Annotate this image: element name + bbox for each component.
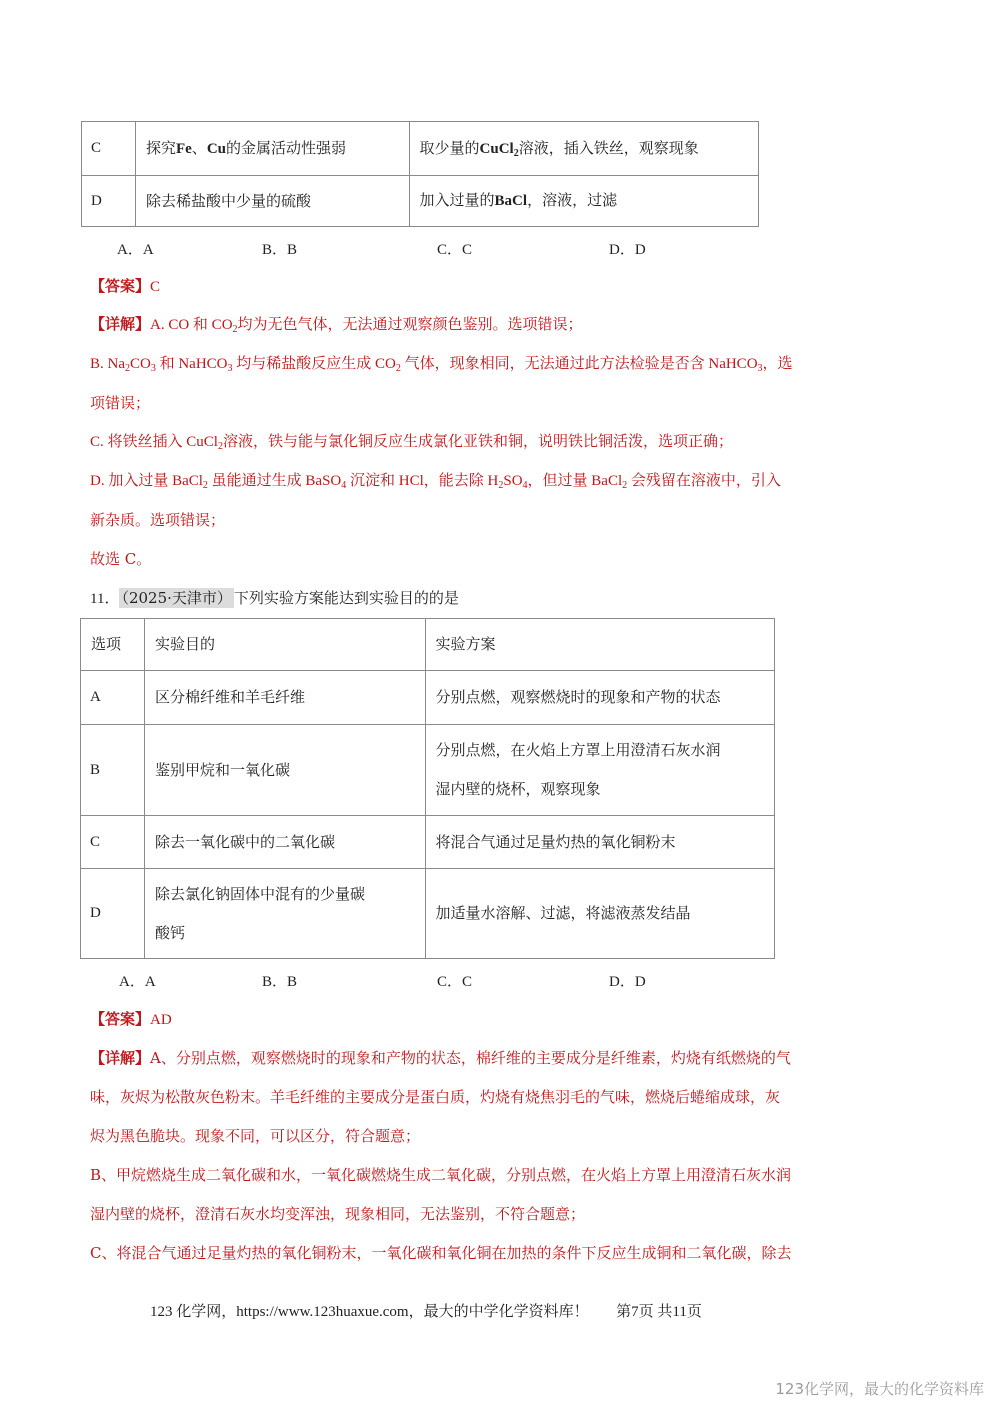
plan-cell bbox=[425, 725, 775, 816]
detail-text: 虽能通过生成 BaSO bbox=[207, 473, 342, 489]
detail-text: C. 将铁丝插入 CuCl bbox=[90, 434, 218, 450]
q10-table bbox=[81, 121, 759, 227]
detail-text: 会残留在溶液中，引入 bbox=[627, 473, 781, 489]
chem-formula: CuCl bbox=[479, 140, 514, 157]
subscript: 3 bbox=[227, 363, 233, 374]
q10-detail-c bbox=[90, 432, 733, 452]
subscript: 2 bbox=[622, 480, 628, 491]
option-cell: A bbox=[81, 671, 145, 725]
choice-a[interactable]: A．A bbox=[119, 974, 156, 990]
purpose-line: 酸钙 bbox=[154, 923, 185, 942]
chem-formula: Cu bbox=[206, 140, 226, 157]
subscript: 2 bbox=[513, 147, 519, 159]
q10-detail-b bbox=[90, 354, 793, 374]
header-plan: 实验方案 bbox=[425, 619, 775, 671]
subscript: 3 bbox=[150, 363, 156, 374]
q11-detail-line: 烬为黑色脆块。现象不同，可以区分，符合题意； bbox=[90, 1127, 421, 1145]
choice-c[interactable]: C．C bbox=[437, 974, 473, 990]
table-row bbox=[82, 176, 759, 227]
q11-table bbox=[80, 618, 775, 959]
choice-b[interactable]: B．B bbox=[262, 242, 298, 258]
plan-text: 取少量的 bbox=[419, 138, 480, 157]
page-number: 第7页 共11页 bbox=[616, 1304, 702, 1320]
purpose-line: 除去氯化钠固体中混有的少量碳 bbox=[154, 884, 365, 903]
subscript: 2 bbox=[217, 441, 223, 452]
table-row bbox=[81, 725, 775, 816]
plan-cell bbox=[409, 122, 758, 176]
detail-label: 【详解】 bbox=[90, 317, 151, 333]
chem-formula: BaCl bbox=[494, 193, 528, 209]
purpose-cell: 鉴别甲烷和一氧化碳 bbox=[144, 725, 425, 816]
subscript: 2 bbox=[498, 480, 504, 491]
table-row bbox=[82, 122, 759, 176]
choice-d[interactable]: D．D bbox=[609, 974, 646, 990]
table-row bbox=[81, 869, 775, 959]
option-cell: B bbox=[81, 725, 145, 816]
detail-text: 均与稀盐酸反应生成 CO bbox=[232, 356, 396, 372]
plan-text: ，溶液，过滤 bbox=[527, 191, 618, 209]
q10-detail-b-cont: 项错误； bbox=[90, 394, 151, 412]
plan-cell: 加适量水溶解、过滤，将滤液蒸发结晶 bbox=[425, 869, 775, 959]
subscript: 2 bbox=[232, 324, 238, 335]
footer-site-text: 123 化学网，https://www.123huaxue.com，最大的中学化学资料库！ bbox=[150, 1304, 589, 1320]
separator: 、 bbox=[191, 138, 207, 157]
plan-cell: 将混合气通过足量灼热的氧化铜粉末 bbox=[425, 816, 775, 869]
detail-label: 【详解】 bbox=[90, 1049, 151, 1067]
option-cell: C bbox=[81, 816, 145, 869]
detail-text: ，但过量 BaCl bbox=[527, 473, 623, 489]
subscript: 4 bbox=[341, 480, 347, 491]
q11-answer bbox=[90, 1009, 172, 1030]
subscript: 3 bbox=[757, 363, 763, 374]
q11-detail-line: B、甲烷燃烧生成二氧化碳和水，一氧化碳燃烧生成二氧化碳，分别点燃，在火焰上方罩上用澄清石灰水润 bbox=[90, 1166, 792, 1184]
q11-detail-line: C、将混合气通过足量灼热的氧化铜粉末，一氧化碳和氧化铜在加热的条件下反应生成铜和二氧化碳，除去 bbox=[90, 1244, 792, 1262]
detail-text: A. CO 和 CO bbox=[150, 317, 233, 333]
q11-detail-line: 味，灰烬为松散灰色粉末。羊毛纤维的主要成分是蛋白质，灼烧有烧焦羽毛的气味，燃烧后蜷缩成球，灰 bbox=[90, 1088, 781, 1106]
purpose-cell: 除去稀盐酸中少量的硫酸 bbox=[135, 176, 409, 227]
plan-cell bbox=[409, 176, 758, 227]
plan-line: 分别点燃，在火焰上方罩上用澄清石灰水润 bbox=[435, 741, 721, 759]
detail-text: 溶液，铁与能与氯化铜反应生成氯化亚铁和铜，说明铁比铜活泼，选项正确； bbox=[222, 434, 733, 450]
detail-text: ，选 bbox=[762, 356, 793, 372]
table-row bbox=[81, 816, 775, 869]
answer-value: C bbox=[150, 279, 161, 295]
purpose-text: 的金属活动性强弱 bbox=[226, 138, 347, 157]
detail-text: 沉淀和 HCl，能去除 H bbox=[346, 473, 499, 489]
detail-text: SO bbox=[503, 473, 523, 489]
q10-conclusion: 故选 C。 bbox=[90, 550, 152, 568]
chem-formula: Fe bbox=[175, 140, 192, 157]
q10-answer bbox=[90, 276, 160, 297]
watermark: 123化学网，最大的化学资料库 bbox=[775, 1380, 984, 1398]
page-footer bbox=[150, 1300, 702, 1321]
purpose-cell: 除去一氧化碳中的二氧化碳 bbox=[144, 816, 425, 869]
q10-detail-d-cont: 新杂质。选项错误； bbox=[90, 511, 226, 529]
option-cell: D bbox=[82, 176, 136, 227]
table-row bbox=[81, 671, 775, 725]
answer-value: AD bbox=[150, 1012, 172, 1028]
q11-detail-line: 湿内壁的烧杯，澄清石灰水均变浑浊，现象相同，无法鉴别，不符合题意； bbox=[90, 1205, 586, 1223]
purpose-text: 探究 bbox=[145, 138, 176, 157]
detail-text: 和 NaHCO bbox=[155, 356, 228, 372]
subscript: 2 bbox=[202, 480, 208, 491]
source-tag: （2025·天津市） bbox=[121, 589, 232, 607]
option-cell: C bbox=[82, 122, 136, 176]
q10-detail-a bbox=[90, 315, 583, 335]
option-cell: D bbox=[81, 869, 145, 959]
choice-a[interactable]: A．A bbox=[117, 242, 154, 258]
detail-text: A、分别点燃，观察燃烧时的现象和产物的状态，棉纤维的主要成分是纤维素，灼烧有纸燃烧的气 bbox=[150, 1049, 791, 1067]
purpose-cell bbox=[144, 869, 425, 959]
detail-text: 气体，现象相同，无法通过此方法检验是否含 NaHCO bbox=[400, 356, 758, 372]
choice-b[interactable]: B．B bbox=[262, 974, 298, 990]
q10-detail-d bbox=[90, 471, 781, 491]
purpose-cell bbox=[135, 122, 409, 176]
detail-text: D. 加入过量 BaCl bbox=[90, 473, 203, 489]
header-option: 选项 bbox=[81, 619, 145, 671]
answer-label: 【答案】 bbox=[90, 277, 151, 295]
choice-d[interactable]: D．D bbox=[609, 242, 646, 258]
subscript: 2 bbox=[395, 363, 401, 374]
table-header-row bbox=[81, 619, 775, 671]
detail-text: 均为无色气体，无法通过观察颜色鉴别。选项错误； bbox=[237, 317, 583, 333]
subscript: 4 bbox=[522, 480, 528, 491]
plan-line: 湿内壁的烧杯，观察现象 bbox=[435, 780, 601, 798]
plan-text: 加入过量的 bbox=[419, 191, 495, 209]
purpose-cell: 区分棉纤维和羊毛纤维 bbox=[144, 671, 425, 725]
detail-text: CO bbox=[130, 356, 151, 372]
q11-stem bbox=[90, 588, 459, 609]
subscript: 2 bbox=[125, 363, 130, 374]
plan-cell: 分别点燃，观察燃烧时的现象和产物的状态 bbox=[425, 671, 775, 725]
choice-c[interactable]: C．C bbox=[437, 242, 473, 258]
answer-label: 【答案】 bbox=[90, 1010, 151, 1028]
detail-text: B. Na bbox=[90, 356, 125, 372]
question-number: 11． bbox=[90, 591, 120, 607]
header-purpose: 实验目的 bbox=[144, 619, 425, 671]
question-text: 下列实验方案能达到实验目的的是 bbox=[233, 589, 459, 607]
q11-detail-line bbox=[90, 1048, 791, 1068]
plan-text: 溶液，插入铁丝，观察现象 bbox=[518, 138, 699, 157]
